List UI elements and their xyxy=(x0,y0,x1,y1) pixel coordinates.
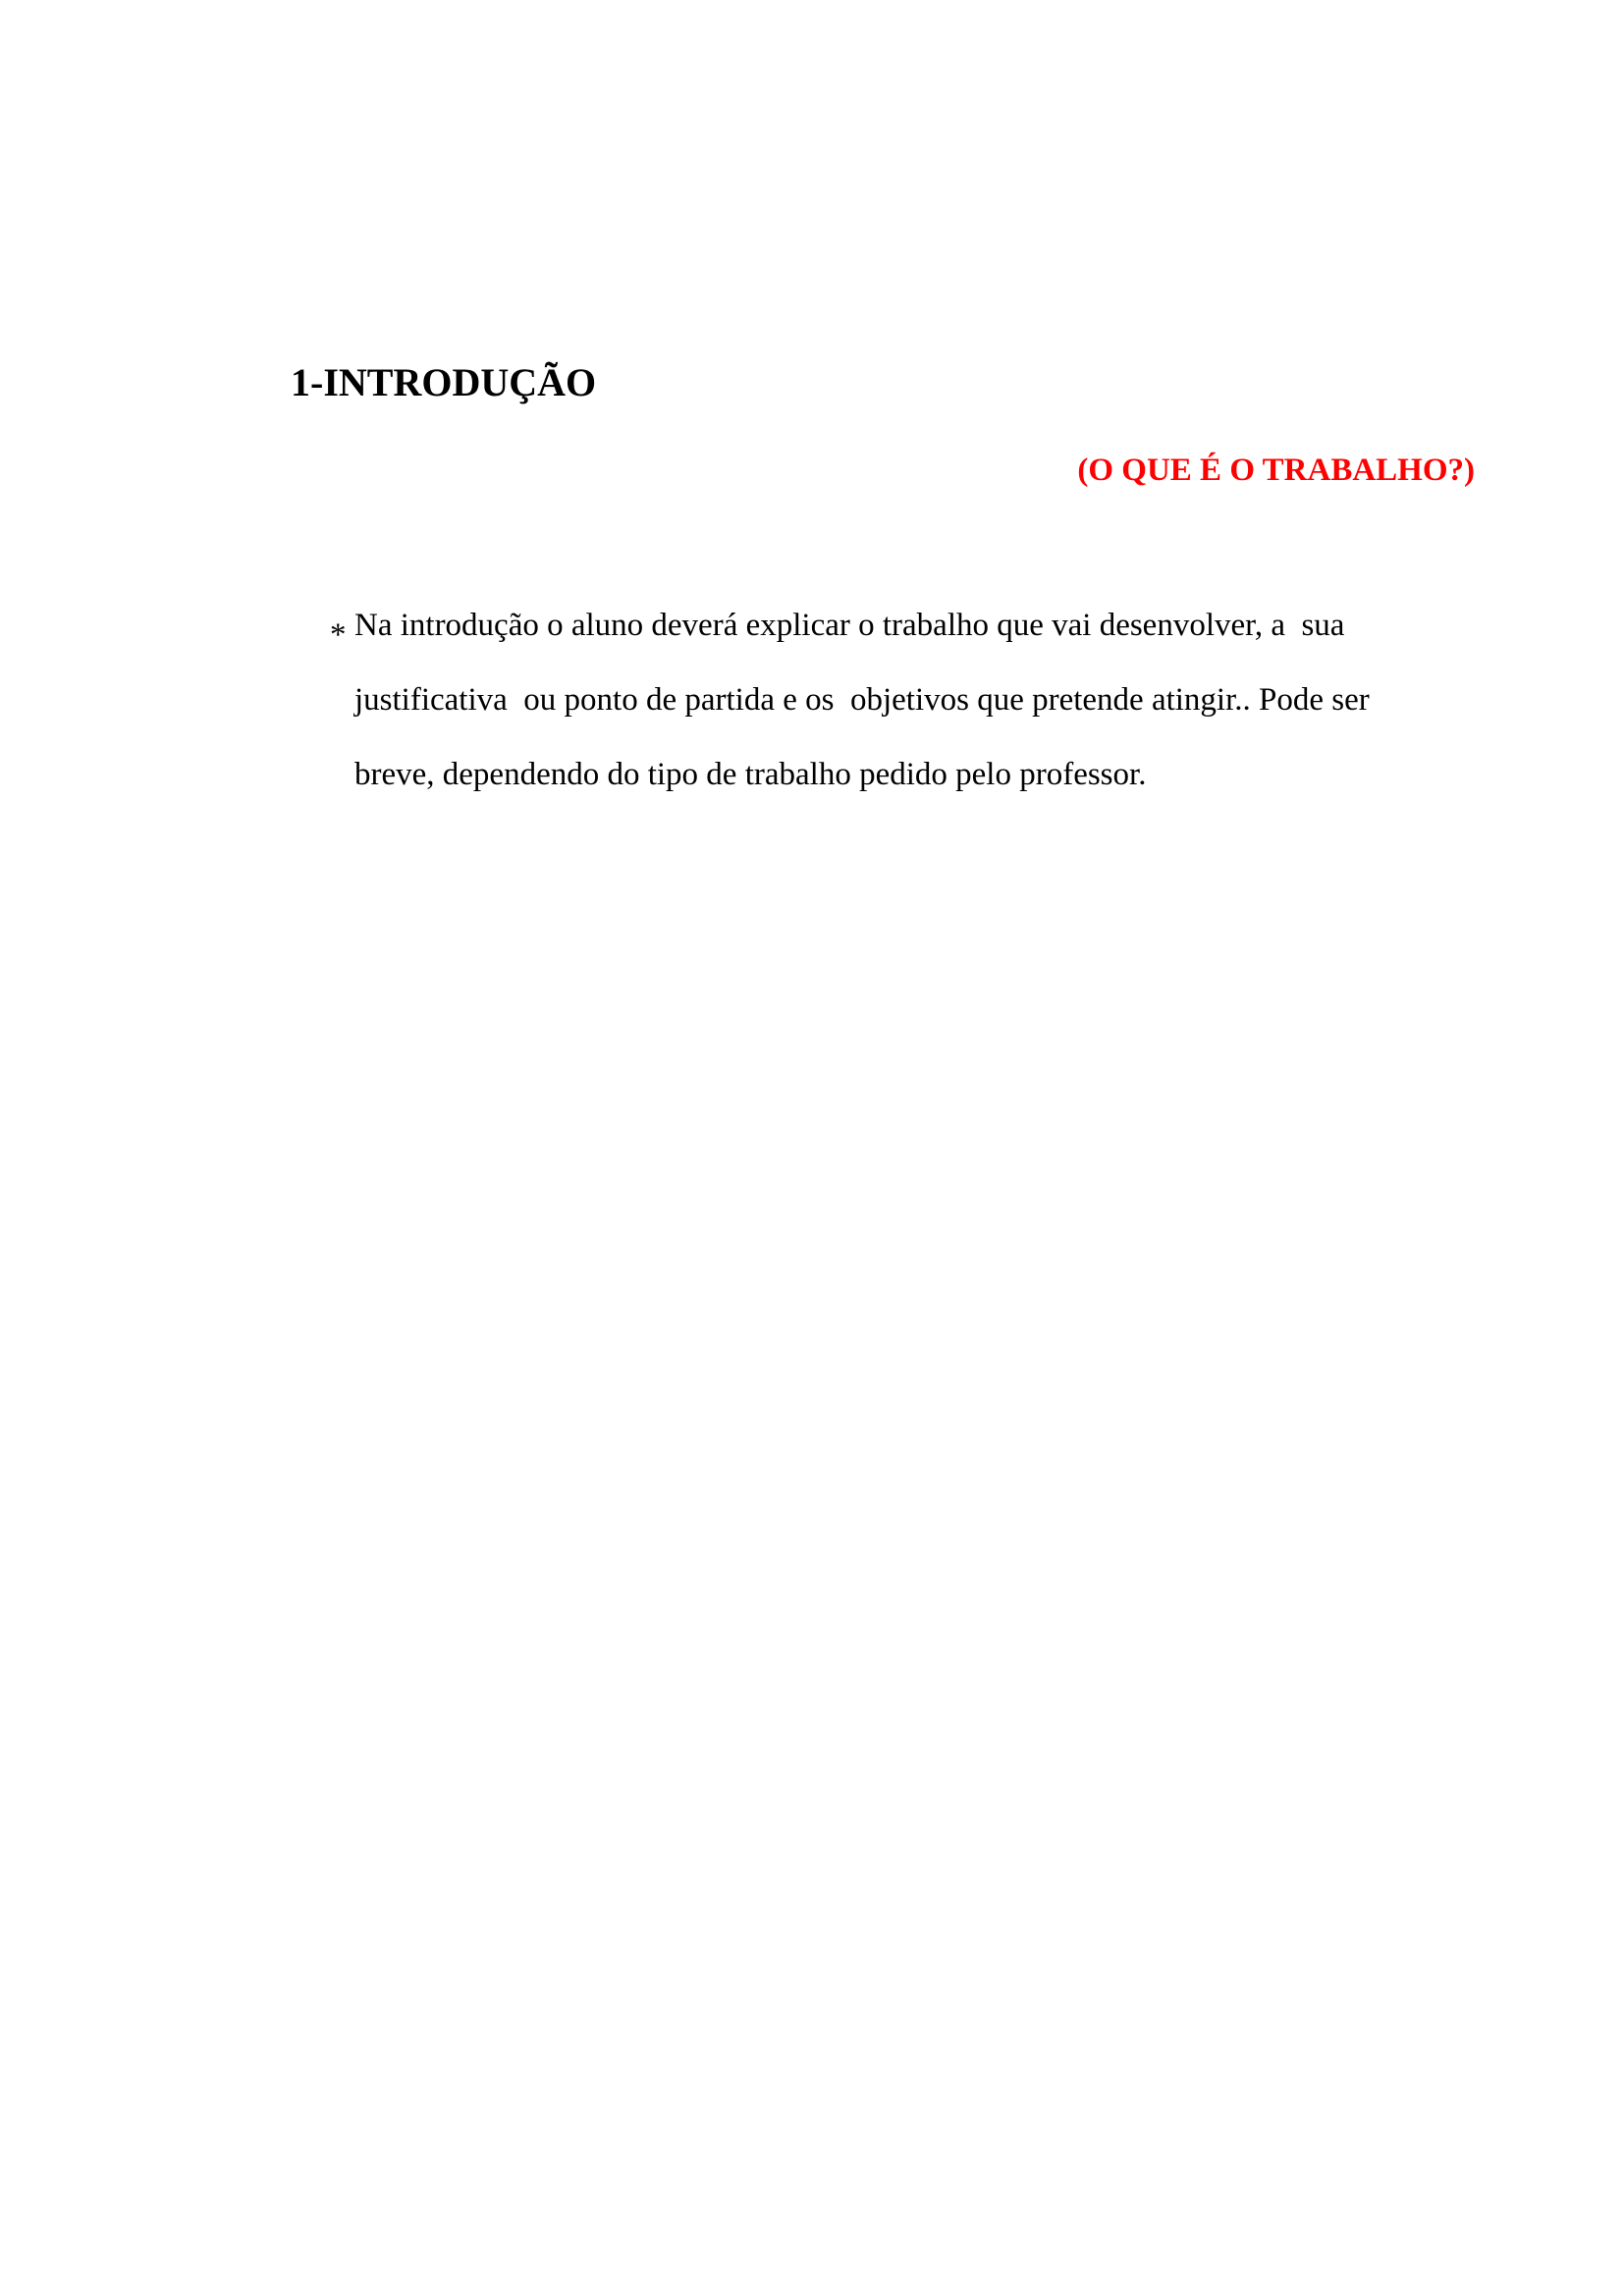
section-subheading: (O QUE É O TRABALHO?) xyxy=(1077,453,1475,488)
section-heading: 1-INTRODUÇÃO xyxy=(291,360,597,404)
paragraph-line-1: Na introdução o aluno deverá explicar o trabalho que vai desenvolver, a sua xyxy=(354,608,1345,643)
paragraph-line-3: breve, dependendo do tipo de trabalho pedido pelo professor. xyxy=(354,757,1147,792)
paragraph-line-2: justificativa ou ponto de partida e os objetivos que pretende atingir.. Pode ser xyxy=(354,682,1370,718)
bullet-marker: * xyxy=(330,617,347,653)
